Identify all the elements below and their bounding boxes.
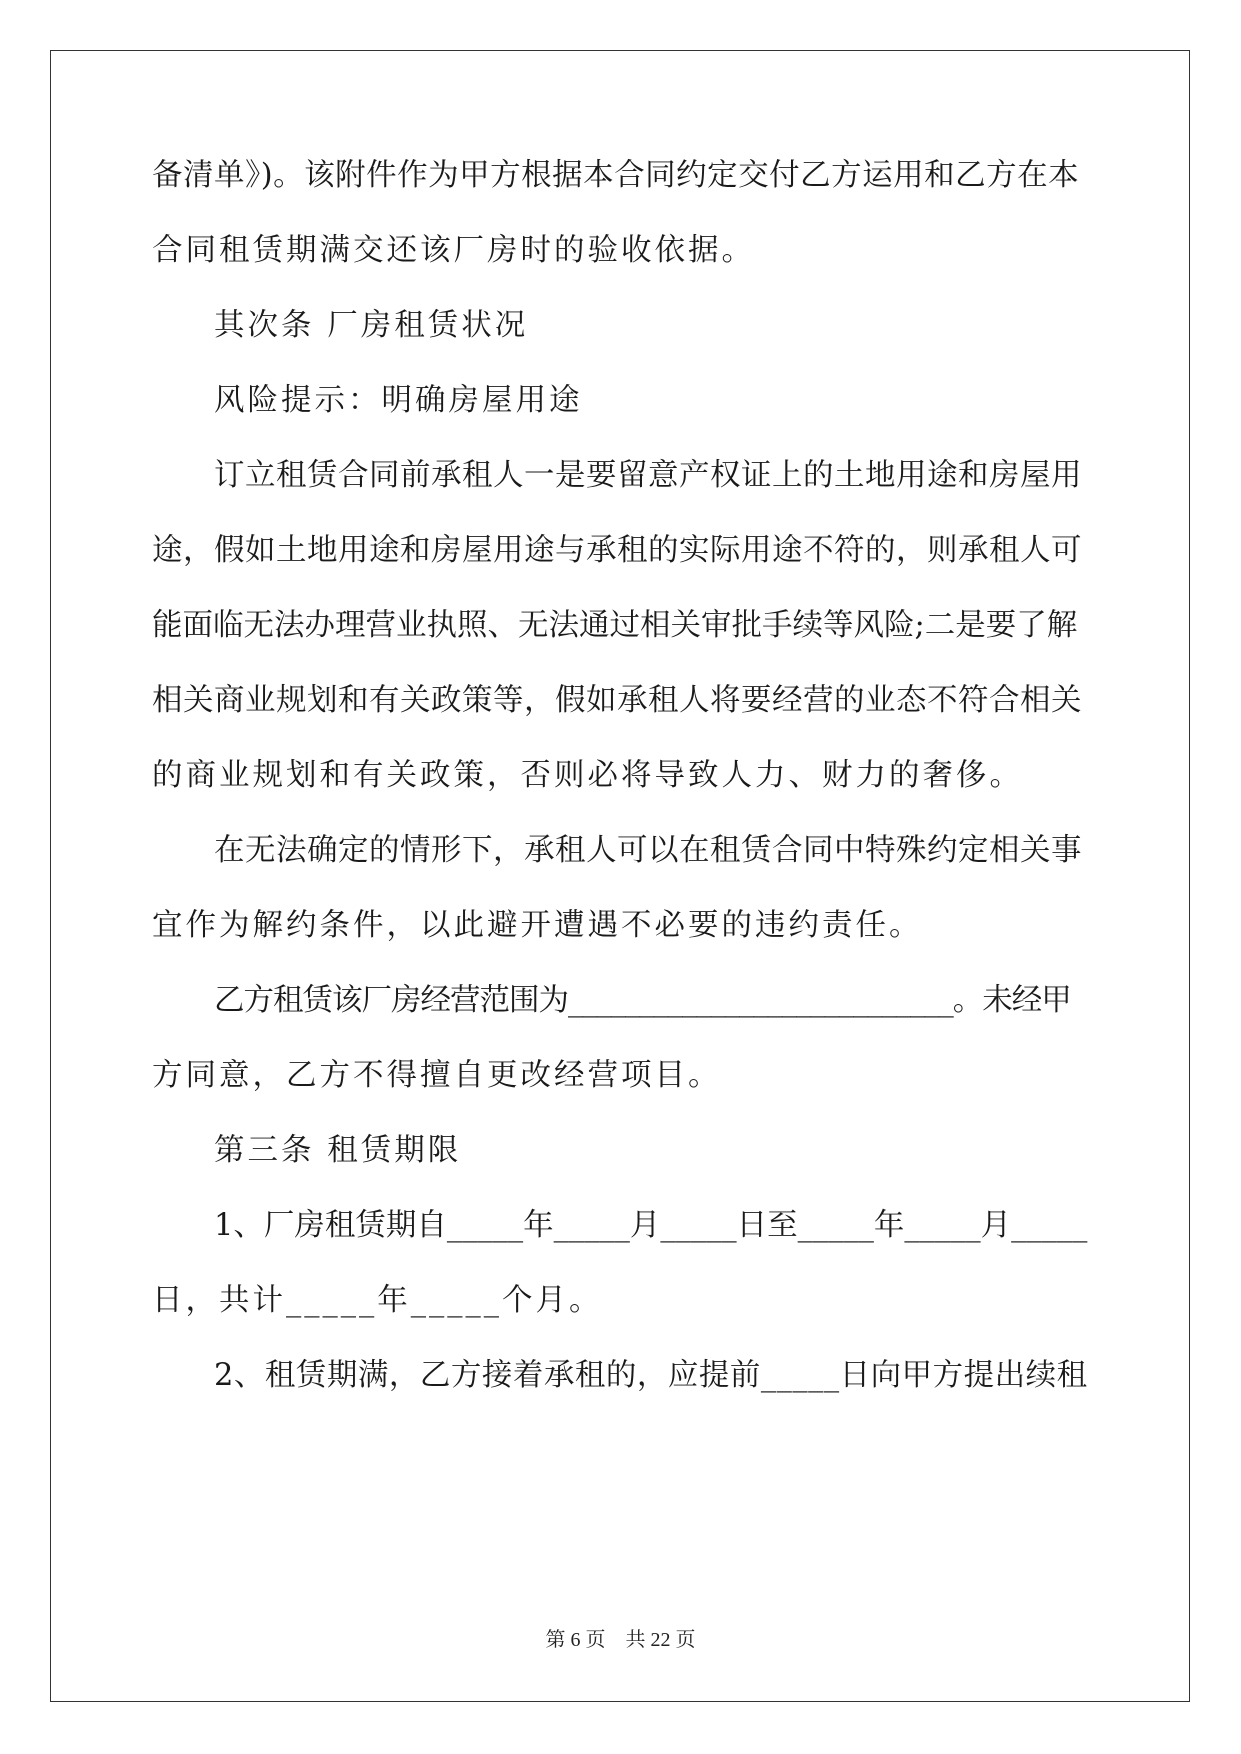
- section-heading: 第三条 租赁期限: [214, 1133, 462, 1168]
- text-line: 方同意，乙方不得擅自更改经营项目。: [152, 1058, 722, 1093]
- section-heading: 其次条 厂房租赁状况: [214, 308, 529, 343]
- text-line: 乙方租赁该厂房经营范围为___________________________。未经甲: [214, 983, 1071, 1018]
- text-line: 宜作为解约条件，以此避开遭遇不必要的违约责任。: [152, 908, 923, 943]
- text-line: 合同租赁期满交还该厂房时的验收依据。: [152, 233, 755, 268]
- text-line: 备清单》)。该附件作为甲方根据本合同约定交付乙方运用和乙方在本: [152, 158, 1080, 193]
- risk-tip-heading: 风险提示：明确房屋用途: [214, 383, 583, 418]
- text-line: 2、租赁期满，乙方接着承租的，应提前_____日向甲方提出续租: [214, 1358, 1088, 1393]
- text-line: 相关商业规划和有关政策等，假如承租人将要经营的业态不符合相关: [152, 683, 1082, 718]
- text-line: 1、厂房租赁期自_____年_____月_____日至_____年_____月_____: [214, 1208, 1088, 1243]
- text-line: 能面临无法办理营业执照、无法通过相关审批手续等风险;二是要了解: [152, 608, 1078, 643]
- page-border: [50, 50, 1190, 1702]
- text-line: 订立租赁合同前承租人一是要留意产权证上的土地用途和房屋用: [214, 458, 1082, 493]
- text-line: 日，共计_____年_____个月。: [152, 1283, 603, 1318]
- text-line: 的商业规划和有关政策，否则必将导致人力、财力的奢侈。: [152, 758, 1023, 793]
- text-line: 在无法确定的情形下，承租人可以在租赁合同中特殊约定相关事: [214, 833, 1082, 868]
- page-number: 第 6 页 共 22 页: [545, 1629, 696, 1651]
- text-line: 途，假如土地用途和房屋用途与承租的实际用途不符的，则承租人可: [152, 533, 1082, 568]
